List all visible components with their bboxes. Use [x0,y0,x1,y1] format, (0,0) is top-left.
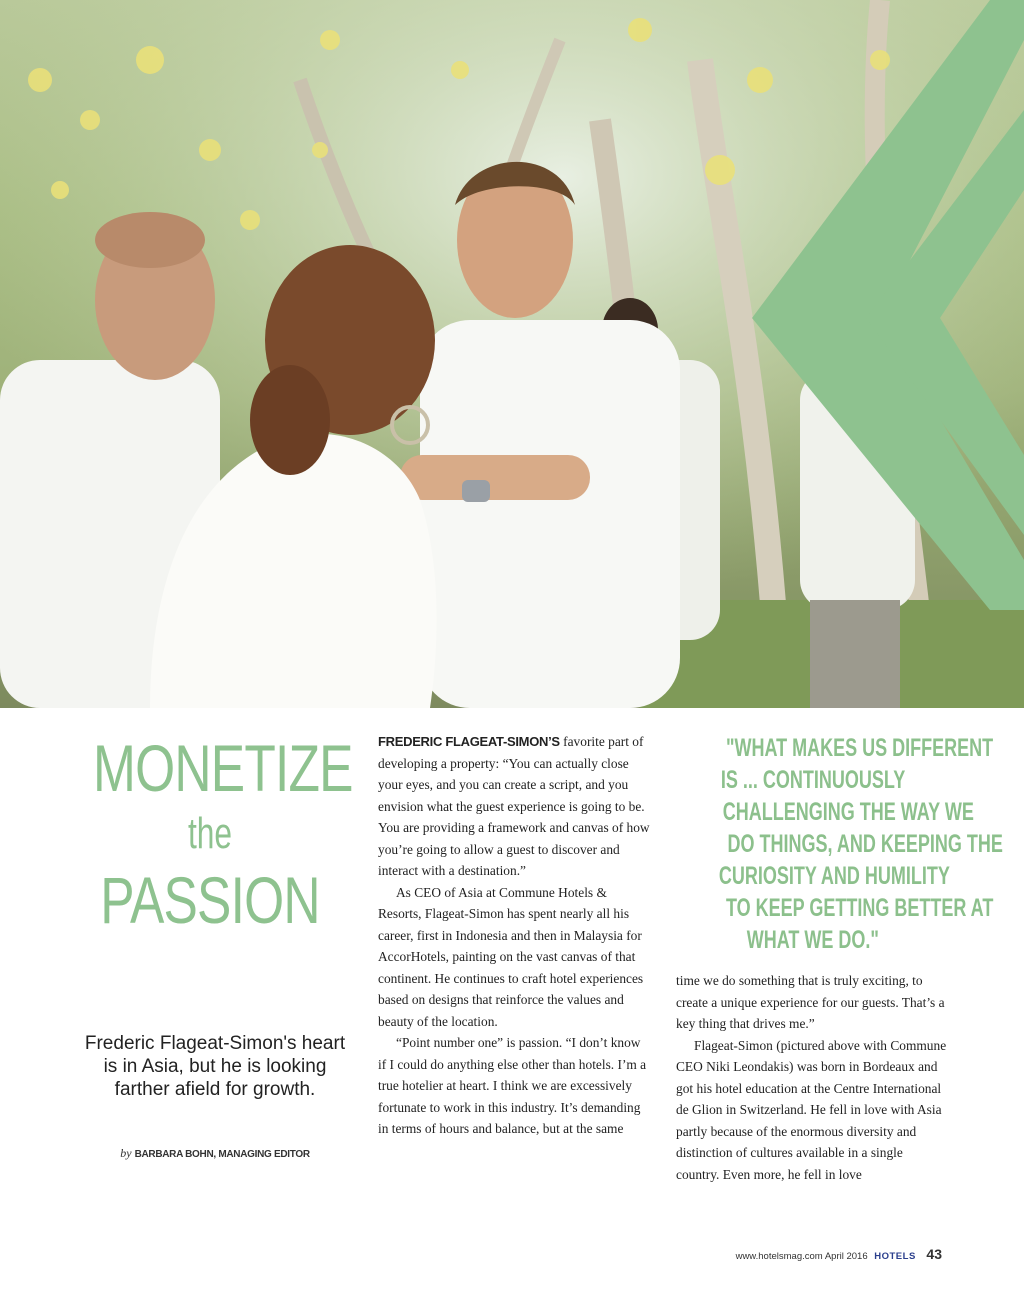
pull-quote-line: "WHAT MAKES US DIFFERENT [725,734,994,762]
pull-quote-line: CHALLENGING THE WAY WE [722,798,974,826]
pull-quote-line: IS ... CONTINUOUSLY [720,766,906,794]
pull-quote-line: CURIOSITY AND HUMILITY [718,862,950,890]
headline-line-3: PASSION [100,863,320,937]
headline [60,728,360,940]
byline [80,1146,350,1161]
pull-quote [674,732,1003,956]
byline-author: BARBARA BOHN, MANAGING EDITOR [134,1149,310,1160]
body-paragraph-1-text: favorite part of developing a property: “You can actually close your eyes, and you can create a script, and you envision what the guest experience is going to be. You are providing a framework and canvas of how you’re going to allow a guest to discover and interact with a destination.” [378,734,650,878]
body-paragraph-3: “Point number one” is passion. “I don’t know if I could do anything else other than hotels. I’m a true hotelier at heart. I think we are excessively fortunate to work in this industry. It’s demanding in terms of hours and balance, but at the same [378,1035,647,1136]
body-paragraph-2: As CEO of Asia at Commune Hotels & Resorts, Flageat-Simon has spent nearly all his career, first in Indonesia and then in Malaysia for AccorHotels, painting on the vast canvas of that continent. He continues to craft hotel experiences based on designs that reinforce the values and beauty of the location. [378,884,644,1029]
pull-quote-line: WHAT WE DO." [746,926,880,954]
headline-line-2: the [187,809,233,858]
body-paragraph-4: time we do something that is truly exciting, to create a unique experience for our guests. That’s a key thing that drives me.” [676,973,945,1031]
footer-url: www.hotelsmag.com [735,1251,823,1262]
body-paragraph-1 [378,731,650,882]
lead-in: FREDERIC FLAGEAT-SIMON’S [378,734,560,749]
footer-brand: HOTELS [874,1251,916,1262]
pull-quote-line: DO THINGS, AND KEEPING THE [727,830,1003,858]
body-paragraph-5: Flageat-Simon (pictured above with Commune CEO Niki Leondakis) was born in Bordeaux and got his hotel education at the Centre International de Glion in Switzerland. He fell in love with Asia partly because of the enormous diversity and distinction of cultures available in a single country. Even more, he fell in love [676,1037,947,1182]
page-number: 43 [926,1246,942,1262]
footer-issue: April 2016 [824,1251,868,1262]
byline-prefix: by [120,1146,132,1160]
page-footer [736,1246,942,1262]
deck-subtitle: Frederic Flageat-Simon's heart is in Asia, but he is looking farther afield for growth. [84,1033,346,1100]
body-column-middle [378,731,650,1140]
headline-line-1: MONETIZE [93,731,353,805]
body-column-right [676,970,948,1185]
pull-quote-line: TO KEEP GETTING BETTER AT [725,894,994,922]
